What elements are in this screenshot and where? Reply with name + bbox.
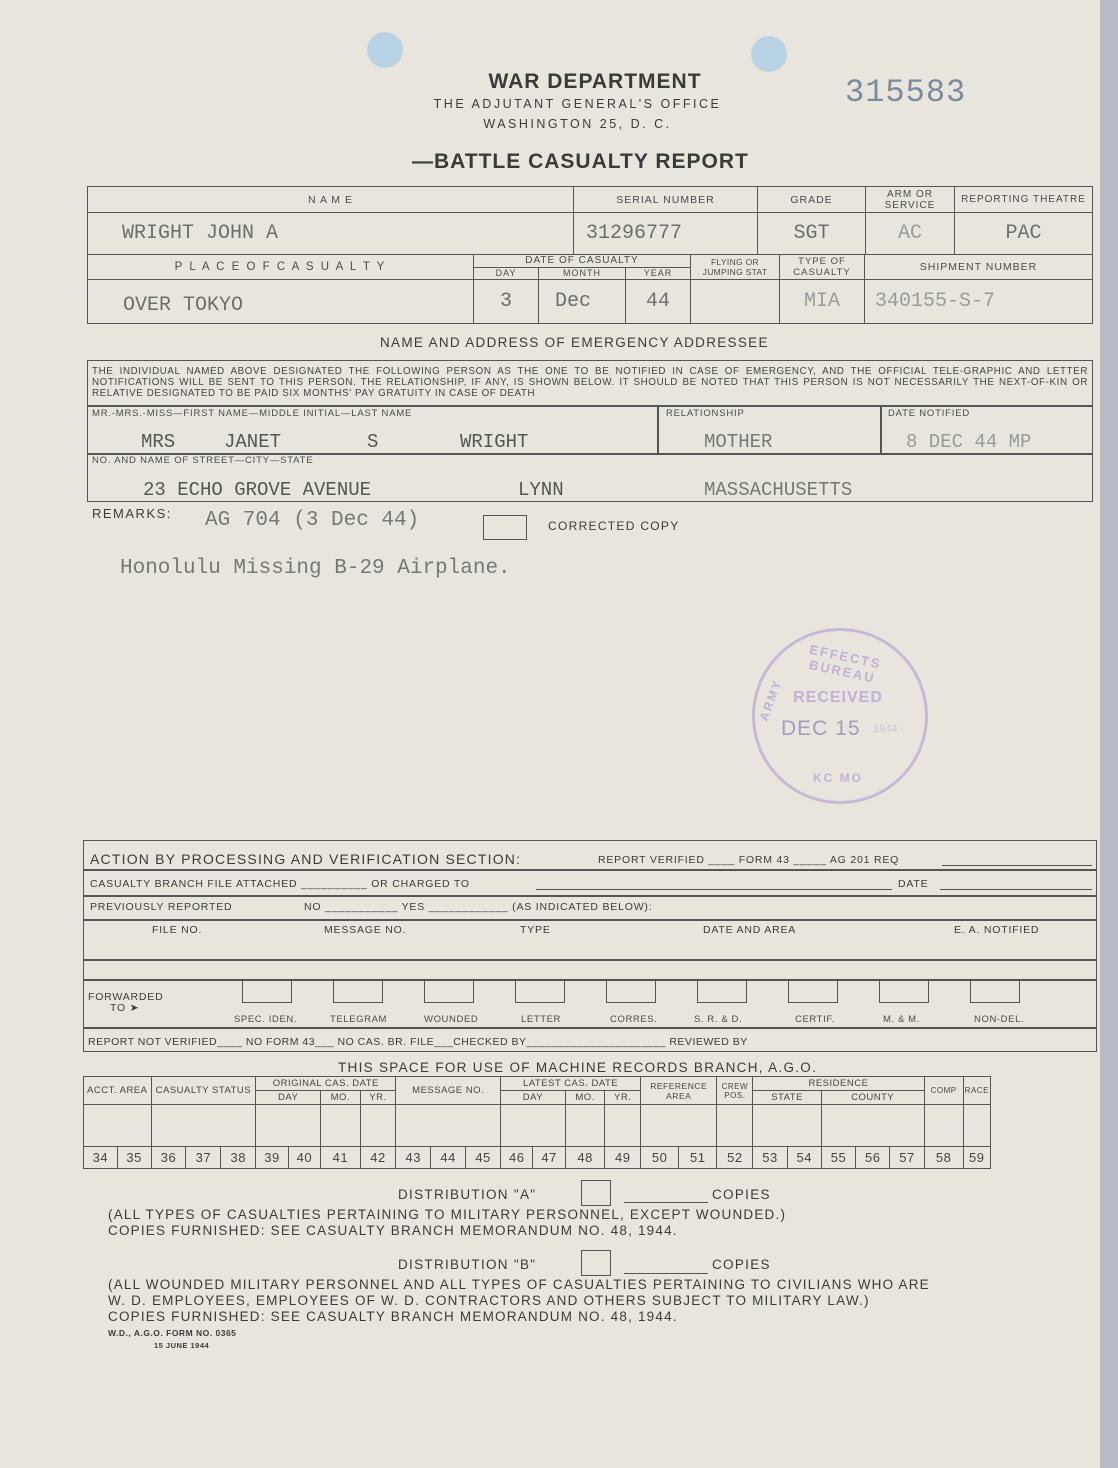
machine-records-heading: THIS SPACE FOR USE OF MACHINE RECORDS BRANCH, A.G.O. [338, 1060, 818, 1075]
col-message-no: MESSAGE NO. [396, 1077, 501, 1105]
sub-mo: MO. [565, 1091, 604, 1105]
col-acct-area: ACCT. AREA [84, 1077, 152, 1105]
previously-reported-label: PREVIOUSLY REPORTED [90, 901, 233, 913]
street-label: NO. AND NAME OF STREET—CITY—STATE [92, 455, 314, 466]
casualty-month: Dec [539, 279, 626, 323]
distribution-b-checkbox[interactable] [581, 1250, 611, 1276]
addressee-initial: S [367, 431, 379, 453]
flying-label: FLYING OR JUMPING STAT [691, 254, 780, 279]
corrected-copy-label: CORRECTED COPY [548, 519, 680, 533]
distribution-b-text-3: COPIES FURNISHED: SEE CASUALTY BRANCH MEMORANDUM NO. 48, 1944. [108, 1309, 678, 1324]
casualty-place: OVER TOKYO [88, 279, 474, 323]
remarks-line-2: Honolulu Missing B-29 Airplane. [120, 557, 511, 580]
stamp-received: RECEIVED [793, 689, 883, 706]
grade-label: GRADE [758, 187, 866, 213]
distribution-a-label: DISTRIBUTION "A" [398, 1187, 537, 1202]
stamp-left-text: ARMY [756, 677, 785, 723]
sub-mo: MO. [321, 1091, 360, 1105]
forward-label: CERTIF. [795, 1014, 835, 1025]
col-crew-pos: CREW POS. [717, 1077, 753, 1105]
addressee-last: WRIGHT [460, 431, 529, 453]
column-number: 43 [396, 1147, 431, 1169]
emergency-box [87, 360, 1093, 502]
forward-label: CORRES. [610, 1014, 658, 1025]
department-title: WAR DEPARTMENT [488, 70, 702, 93]
forward-spec-iden-box[interactable] [242, 980, 292, 1003]
distribution-a-text-2: COPIES FURNISHED: SEE CASUALTY BRANCH MEMORANDUM NO. 48, 1944. [108, 1223, 678, 1238]
column-number: 51 [679, 1147, 717, 1169]
file-attached-line: CASUALTY BRANCH FILE ATTACHED __________ OR CHARGED TO [90, 878, 470, 890]
forward-wounded-box[interactable] [424, 980, 474, 1003]
forwarded-label: FORWARDED [88, 991, 164, 1003]
stamp-bottom-text: KC MO [813, 771, 863, 785]
col-original-date: ORIGINAL CAS. DATE [256, 1077, 396, 1091]
column-number: 38 [221, 1147, 256, 1169]
serial-label: SERIAL NUMBER [574, 187, 758, 213]
forward-label: SPEC. IDEN. [234, 1014, 298, 1025]
forward-mm-box[interactable] [879, 980, 929, 1003]
name-label: N A M E [88, 187, 574, 213]
addressee-date-notified: 8 DEC 44 MP [906, 431, 1032, 453]
day-label: DAY [474, 267, 539, 279]
column-number: 45 [466, 1147, 501, 1169]
received-stamp [752, 628, 928, 804]
shipment-number: 340155-S-7 [865, 279, 1093, 323]
office-location: WASHINGTON 25, D. C. [483, 117, 672, 131]
forwarded-to-label: TO ➤ [110, 1002, 140, 1014]
forward-srd-box[interactable] [697, 980, 747, 1003]
column-number: 36 [151, 1147, 186, 1169]
col-latest-date: LATEST CAS. DATE [501, 1077, 641, 1091]
column-number: 39 [256, 1147, 288, 1169]
column-number: 34 [84, 1147, 118, 1169]
stamped-serial: 315583 [845, 74, 967, 111]
not-verified-line: REPORT NOT VERIFIED____ NO FORM 43___ NO CAS. BR. FILE___CHECKED BY______________________ REVIEWED BY [88, 1036, 748, 1048]
office-name: THE ADJUTANT GENERAL'S OFFICE [433, 97, 722, 111]
page-edge [1100, 0, 1118, 1468]
punch-hole [367, 32, 403, 68]
corrected-copy-checkbox[interactable] [483, 515, 527, 540]
column-number: 41 [321, 1147, 360, 1169]
addressee-state: MASSACHUSETTS [704, 479, 853, 501]
column-number: 49 [605, 1147, 641, 1169]
report-title: —BATTLE CASUALTY REPORT [412, 150, 749, 173]
message-no-label: MESSAGE NO. [324, 924, 407, 936]
forward-label: M. & M. [883, 1014, 920, 1025]
relationship-label: RELATIONSHIP [666, 408, 745, 419]
col-race: RACE [963, 1077, 990, 1105]
forward-certif-box[interactable] [788, 980, 838, 1003]
soldier-name: WRIGHT JOHN A [88, 213, 574, 255]
action-heading: ACTION BY PROCESSING AND VERIFICATION SECTION: [90, 851, 522, 867]
addressee-title: MRS [141, 431, 176, 453]
column-number: 35 [117, 1147, 151, 1169]
column-number: 50 [641, 1147, 679, 1169]
column-number: 53 [753, 1147, 787, 1169]
column-number: 48 [565, 1147, 604, 1169]
soldier-grade: SGT [758, 213, 866, 255]
form-date: 15 JUNE 1944 [154, 1341, 210, 1350]
column-number: 52 [717, 1147, 753, 1169]
date-notified-label: DATE NOTIFIED [888, 408, 971, 419]
previously-reported-options: NO ___________ YES ____________ (AS INDICATED BELOW): [304, 901, 653, 913]
casualty-day: 3 [474, 279, 539, 323]
date-area-label: DATE AND AREA [703, 924, 797, 936]
file-no-label: FILE NO. [152, 924, 203, 936]
addressee-city: LYNN [518, 479, 564, 501]
sub-day: DAY [501, 1091, 566, 1105]
forward-letter-box[interactable] [515, 980, 565, 1003]
column-number: 47 [533, 1147, 565, 1169]
sub-yr: YR. [605, 1091, 641, 1105]
year-label: YEAR [626, 267, 691, 279]
column-number: 46 [501, 1147, 533, 1169]
col-residence: RESIDENCE [753, 1077, 924, 1091]
col-casualty-status: CASUALTY STATUS [151, 1077, 256, 1105]
casualty-year: 44 [626, 279, 691, 323]
emergency-note: THE INDIVIDUAL NAMED ABOVE DESIGNATED THE FOLLOWING PERSON AS THE ONE TO BE NOTIFIED IN CASE OF EMERGENCY, AND THE OFFICIAL TELE-GRAPHIC AND LETTER NOTIFICATIONS WILL BE SENT TO THIS PERSON. THE RELATIONSHIP, IF ANY, IS SHOWN BELOW. IT SHOULD BE NOTED THAT THIS PERSON IS NOT NECESSARILY THE NEXT-OF-KIN OR RELATIVE DESIGNATED TO BE PAID SIX MONTHS' PAY GRATUITY IN CASE OF DEATH [92, 366, 1088, 399]
distribution-b-text-2: W. D. EMPLOYEES, EMPLOYEES OF W. D. CONTRACTORS AND OTHERS SUBJECT TO MILITARY LAW.) [108, 1293, 870, 1308]
col-reference-area: REFERENCE AREA [641, 1077, 717, 1105]
forward-label: TELEGRAM [330, 1014, 388, 1025]
column-number: 55 [821, 1147, 855, 1169]
distribution-a-checkbox[interactable] [581, 1180, 611, 1206]
column-number: 58 [924, 1147, 963, 1169]
date-label-action: DATE [898, 878, 929, 890]
column-number: 37 [186, 1147, 221, 1169]
distribution-b-label: DISTRIBUTION "B" [398, 1257, 537, 1272]
column-number: 44 [431, 1147, 466, 1169]
soldier-theatre: PAC [955, 213, 1093, 255]
shipment-label: SHIPMENT NUMBER [865, 254, 1093, 279]
place-label: P L A C E O F C A S U A L T Y [88, 254, 474, 279]
column-number: 59 [963, 1147, 990, 1169]
casualty-type: MIA [780, 279, 865, 323]
machine-records-table [83, 1076, 991, 1169]
stamp-year: 1944 [873, 723, 898, 735]
column-number: 54 [787, 1147, 821, 1169]
emergency-heading: NAME AND ADDRESS OF EMERGENCY ADDRESSEE [380, 335, 769, 350]
stamp-top-text: EFFECTS BUREAU [807, 641, 883, 686]
remarks-line-1: AG 704 (3 Dec 44) [205, 509, 420, 532]
sub-state: STATE [753, 1091, 822, 1105]
stamp-date: DEC 15 [781, 717, 861, 740]
distribution-b-text-1: (ALL WOUNDED MILITARY PERSONNEL AND ALL TYPES OF CASUALTIES PERTAINING TO CIVILIANS WHO ARE [108, 1277, 930, 1292]
casualty-info-table [87, 186, 1093, 324]
forward-non-del-box[interactable] [970, 980, 1020, 1003]
distribution-b-copies: COPIES [712, 1257, 771, 1272]
addressee-first: JANET [224, 431, 282, 453]
col-comp: COMP [924, 1077, 963, 1105]
column-number: 57 [890, 1147, 924, 1169]
theatre-label: REPORTING THEATRE [955, 187, 1093, 213]
sub-yr: YR. [360, 1091, 396, 1105]
type-label: TYPE OF CASUALTY [780, 254, 865, 279]
distribution-a-text-1: (ALL TYPES OF CASUALTIES PERTAINING TO MILITARY PERSONNEL, EXCEPT WOUNDED.) [108, 1207, 787, 1222]
sub-county: COUNTY [821, 1091, 924, 1105]
forward-telegram-box[interactable] [333, 980, 383, 1003]
distribution-a-copies: COPIES [712, 1187, 771, 1202]
arm-label: ARM OR SERVICE [866, 187, 955, 213]
forward-label: WOUNDED [424, 1014, 479, 1025]
forward-label: S. R. & D. [694, 1014, 743, 1025]
addressee-name-label: MR.-MRS.-MISS—FIRST NAME—MIDDLE INITIAL—LAST NAME [92, 408, 413, 419]
column-number: 56 [856, 1147, 890, 1169]
date-label: DATE OF CASUALTY [474, 254, 691, 267]
form-number: W.D., A.G.O. FORM NO. 0365 [108, 1328, 237, 1338]
column-number: 40 [288, 1147, 320, 1169]
forward-label: LETTER [521, 1014, 562, 1025]
addressee-street: 23 ECHO GROVE AVENUE [143, 479, 372, 501]
soldier-serial: 31296777 [574, 213, 758, 255]
flying-status [691, 279, 780, 323]
sub-day: DAY [256, 1091, 321, 1105]
addressee-relationship: MOTHER [704, 431, 773, 453]
month-label: MONTH [539, 267, 626, 279]
soldier-arm: AC [866, 213, 955, 255]
forward-corres-box[interactable] [606, 980, 656, 1003]
report-verified-line: REPORT VERIFIED ____ FORM 43 _____ AG 201 REQ [598, 854, 900, 866]
punch-hole [751, 36, 787, 72]
remarks-label: REMARKS: [92, 506, 172, 521]
ea-notified-label: E. A. NOTIFIED [954, 924, 1040, 936]
column-number: 42 [360, 1147, 396, 1169]
forward-label: NON-DEL. [974, 1014, 1025, 1025]
type-label-action: TYPE [520, 924, 551, 936]
